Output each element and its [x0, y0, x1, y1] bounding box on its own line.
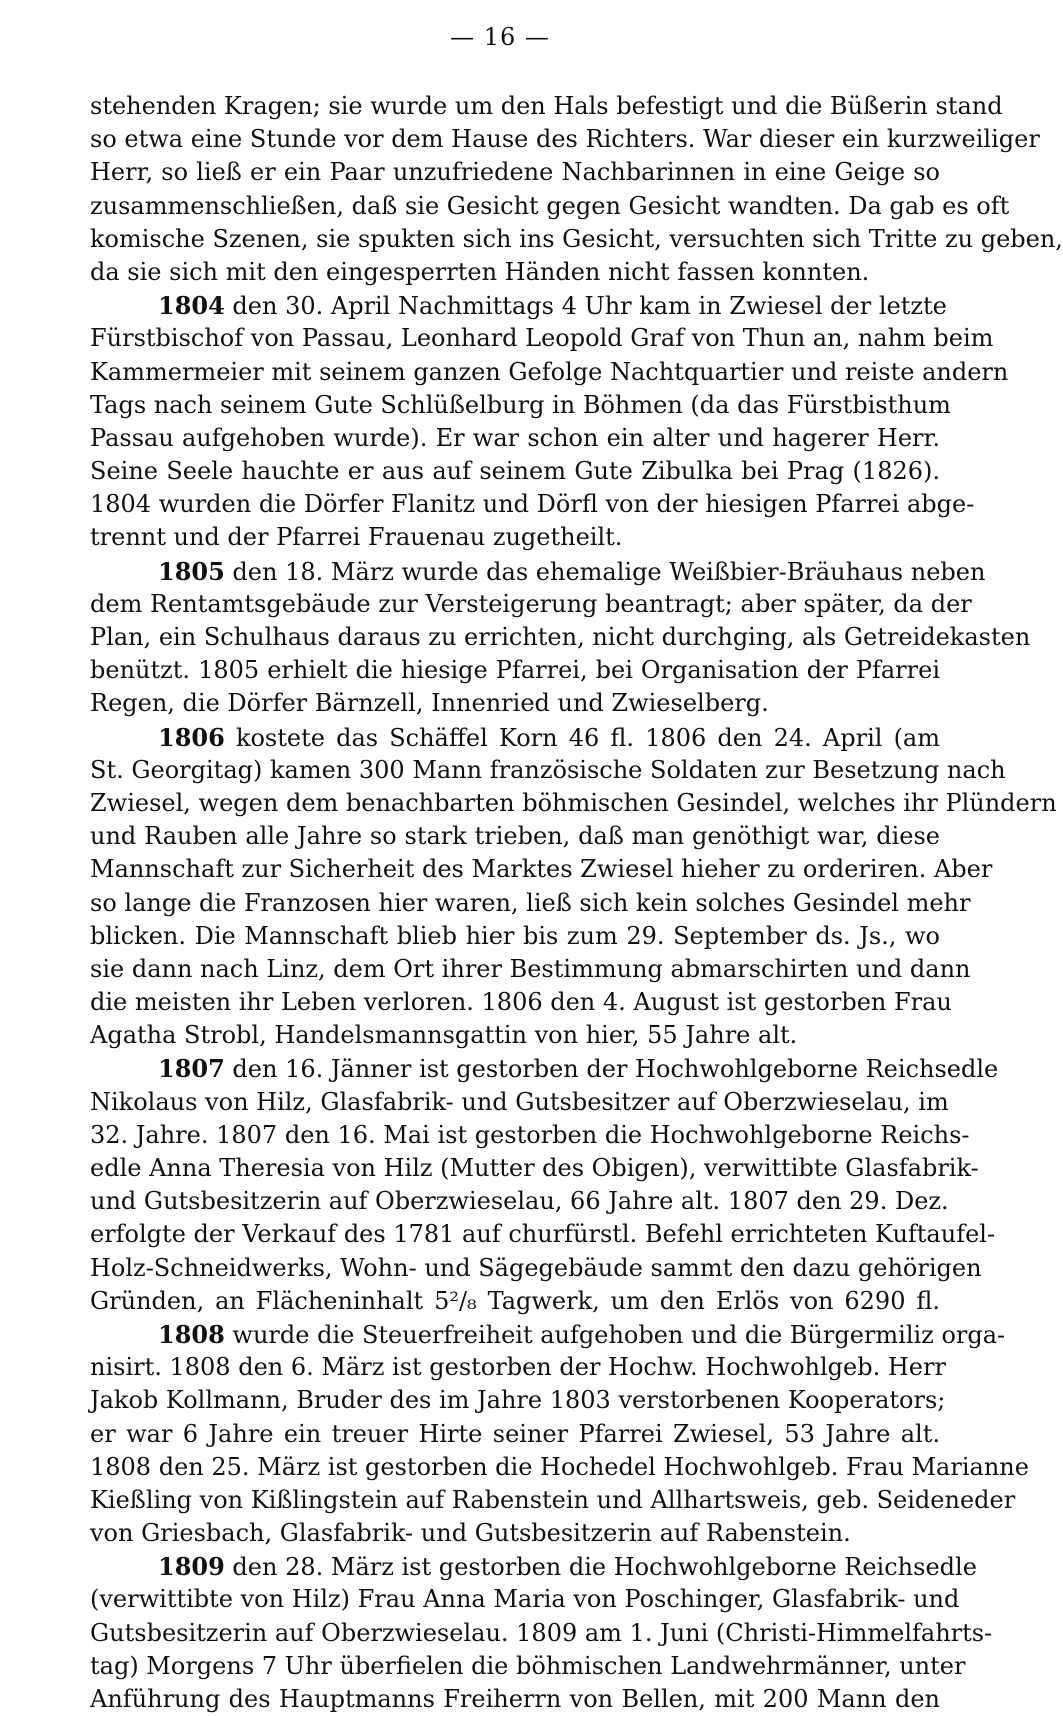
text-line: [90, 555, 986, 588]
line-text: tag) Morgens 7 Uhr überfielen die böhmischen Landwehrmänner, unter: [90, 1651, 966, 1680]
year-heading: 1805: [158, 556, 225, 586]
line-text: Kammermeier mit seinem ganzen Gefolge Nachtquartier und reiste andern: [90, 357, 1009, 386]
text-line: [90, 887, 971, 920]
line-text: Nikolaus von Hilz, Glasfabrik- und Gutsbesitzer auf Oberzwieselau, im: [90, 1087, 949, 1116]
line-text: 32. Jahre. 1807 den 16. Mai ist gestorben die Hochwohlgeborne Reichs-: [90, 1120, 970, 1149]
line-text: Anführung des Hauptmanns Freiherrn von Bellen, mit 200 Mann den: [90, 1685, 940, 1713]
line-text: Plan, ein Schulhaus daraus zu errichten, nicht durchging, als Getreidekasten: [90, 623, 1031, 651]
text-line: [90, 1550, 977, 1583]
line-text: sie dann nach Linz, dem Ort ihrer Bestimmung abmarschirten und dann: [90, 954, 971, 983]
text-line: [90, 422, 940, 455]
line-text: Tags nach seinem Gute Schlüßelburg in Böhmen (da das Fürstbisthum: [90, 390, 951, 419]
text-line: [90, 356, 1009, 389]
text-line: [90, 787, 1057, 820]
line-text: Kießling von Kißlingstein auf Rabenstein und Allhartsweis, geb. Seideneder: [90, 1485, 1016, 1514]
line-text: (verwittibte von Hilz) Frau Anna Maria von Poschinger, Glasfabrik- und: [90, 1585, 960, 1614]
text-line: [90, 920, 940, 953]
text-line: [90, 488, 975, 521]
text-line: [90, 1451, 1029, 1484]
line-text: St. Georgitag) kamen 300 Mann französische Soldaten zur Besetzung nach: [90, 755, 1006, 784]
text-line: [90, 1119, 970, 1152]
text-line: [90, 1617, 993, 1650]
line-text: so lange die Franzosen hier waren, ließ sich kein solches Gesindel mehr: [90, 888, 971, 917]
line-text: Jakob Kollmann, Bruder des im Jahre 1803 verstorbenen Kooperators;: [90, 1386, 946, 1415]
line-text: zusammenschließen, daß sie Gesicht gegen Gesicht wandten. Da gab es oft: [90, 191, 1010, 220]
text-line: [90, 820, 940, 853]
year-heading: 1809: [158, 1552, 225, 1582]
line-text: Mannschaft zur Sicherheit des Marktes Zwiesel hieher zu orderiren. Aber: [90, 855, 993, 884]
text-line: [90, 1484, 1016, 1517]
text-line: [90, 986, 952, 1019]
line-text: die meisten ihr Leben verloren. 1806 den 4. August ist gestorben Frau: [90, 988, 952, 1017]
text-line: [90, 1052, 999, 1085]
year-heading: 1804: [158, 291, 225, 321]
line-text: so etwa eine Stunde vor dem Hause des Richters. War dieser ein kurzweiliger: [90, 125, 1040, 154]
line-text: 1808 den 25. März ist gestorben die Hochedel Hochwohlgeb. Frau Marianne: [90, 1452, 1029, 1481]
line-text: erfolgte der Verkauf des 1781 auf churfürstl. Befehl errichteten Kuftaufel-: [90, 1220, 996, 1249]
text-line: [90, 1517, 940, 1550]
text-line: [90, 1019, 940, 1052]
text-line: [90, 123, 1040, 156]
text-line: [90, 853, 993, 886]
line-text: den 28. März ist gestorben die Hochwohlgeborne Reichsedle: [224, 1553, 977, 1582]
line-text: 1804 wurden die Dörfer Flanitz und Dörfl von der hiesigen Pfarrei abge-: [90, 490, 975, 519]
text-line: [90, 156, 940, 189]
text-line: [90, 289, 947, 322]
line-text: Gutsbesitzerin auf Oberzwieselau. 1809 am 1. Juni (Christi-Himmelfahrts-: [90, 1618, 993, 1647]
text-line: [90, 1152, 979, 1185]
text-line: [90, 190, 1010, 223]
line-text: und Gutsbesitzerin auf Oberzwieselau, 66 Jahre alt. 1807 den 29. Dez.: [90, 1187, 949, 1216]
text-line: [90, 953, 971, 986]
line-text: den 30. April Nachmittags 4 Uhr kam in Zwiesel der letzte: [224, 292, 947, 321]
line-text: Gründen, an Flächeninhalt 5²/₈ Tagwerk, um den Erlös von 6290 fl.: [90, 1286, 940, 1315]
line-text: Holz-Schneidwerks, Wohn- und Sägegebäude sammt den dazu gehörigen: [90, 1253, 982, 1282]
line-text: Herr, so ließ er ein Paar unzufriedene Nachbarinnen in eine Geige so: [90, 158, 940, 187]
text-line: [90, 389, 951, 422]
line-text: Agatha Strobl, Handelsmannsgattin von hier, 55 Jahre alt.: [90, 1021, 798, 1050]
text-line: [90, 588, 972, 621]
line-text: er war 6 Jahre ein treuer Hirte seiner Pfarrei Zwiesel, 53 Jahre alt.: [90, 1419, 940, 1448]
text-line: [90, 1318, 1006, 1351]
line-text: von Griesbach, Glasfabrik- und Gutsbesitzerin auf Rabenstein.: [90, 1519, 851, 1548]
text-line: [90, 521, 940, 554]
line-text: den 16. Jänner ist gestorben der Hochwohlgeborne Reichsedle: [224, 1055, 999, 1084]
line-text: wurde die Steuerfreiheit aufgehoben und die Bürgermiliz orga-: [224, 1320, 1006, 1349]
text-line: [90, 1351, 946, 1384]
line-text: blicken. Die Mannschaft blieb hier bis zum 29. September ds. Js., wo: [90, 921, 940, 950]
line-text: kostete das Schäffel Korn 46 fl. 1806 den 24. April (am: [224, 723, 940, 752]
line-text: benützt. 1805 erhielt die hiesige Pfarrei, bei Organisation der Pfarrei: [90, 656, 940, 685]
line-text: Regen, die Dörfer Bärnzell, Innenried und Zwieselberg.: [90, 689, 769, 718]
page-number: — 16 —: [450, 23, 550, 51]
text-line: [90, 1650, 966, 1683]
text-line: [90, 1583, 960, 1616]
body-text: [90, 90, 1063, 1713]
text-line: [90, 1218, 996, 1251]
text-line: [90, 1418, 940, 1451]
text-line: [90, 322, 994, 355]
line-text: komische Szenen, sie spukten sich ins Gesicht, versuchten sich Tritte zu geben,: [90, 224, 1063, 253]
text-line: [90, 1683, 940, 1716]
text-line: [90, 621, 1031, 654]
line-text: da sie sich mit den eingesperrten Händen nicht fassen konnten.: [90, 257, 870, 286]
line-text: trennt und der Pfarrei Frauenau zugetheilt.: [90, 523, 623, 552]
text-line: [90, 455, 940, 488]
text-line: [90, 721, 940, 754]
line-text: Seine Seele hauchte er aus auf seinem Gute Zibulka bei Prag (1826).: [90, 457, 940, 486]
line-text: Zwiesel, wegen dem benachbarten böhmischen Gesindel, welches ihr Plündern: [90, 788, 1057, 817]
year-heading: 1806: [158, 722, 225, 752]
text-line: [90, 1252, 982, 1285]
text-line: [90, 754, 1006, 787]
text-line: [90, 90, 1003, 123]
line-text: Fürstbischof von Passau, Leonhard Leopold Graf von Thun an, nahm beim: [90, 324, 994, 353]
text-line: [90, 1185, 949, 1218]
line-text: dem Rentamtsgebäude zur Versteigerung beantragt; aber später, da der: [90, 589, 972, 618]
line-text: stehenden Kragen; sie wurde um den Hals befestigt und die Büßerin stand: [90, 92, 1003, 120]
year-heading: 1807: [158, 1054, 225, 1084]
text-line: [90, 1285, 940, 1318]
line-text: edle Anna Theresia von Hilz (Mutter des Obigen), verwittibte Glasfabrik-: [90, 1154, 979, 1182]
text-line: [90, 1086, 949, 1119]
line-text: und Rauben alle Jahre so stark trieben, daß man genöthigt war, diese: [90, 822, 940, 851]
line-text: Passau aufgehoben wurde). Er war schon ein alter und hagerer Herr.: [90, 423, 940, 452]
text-line: [90, 223, 1063, 256]
text-line: [90, 687, 940, 720]
text-line: [90, 256, 940, 289]
text-line: [90, 654, 940, 687]
line-text: den 18. März wurde das ehemalige Weißbier-Bräuhaus neben: [224, 557, 986, 586]
year-heading: 1808: [158, 1319, 225, 1349]
line-text: nisirt. 1808 den 6. März ist gestorben der Hochw. Hochwohlgeb. Herr: [90, 1353, 946, 1382]
text-line: [90, 1384, 946, 1417]
